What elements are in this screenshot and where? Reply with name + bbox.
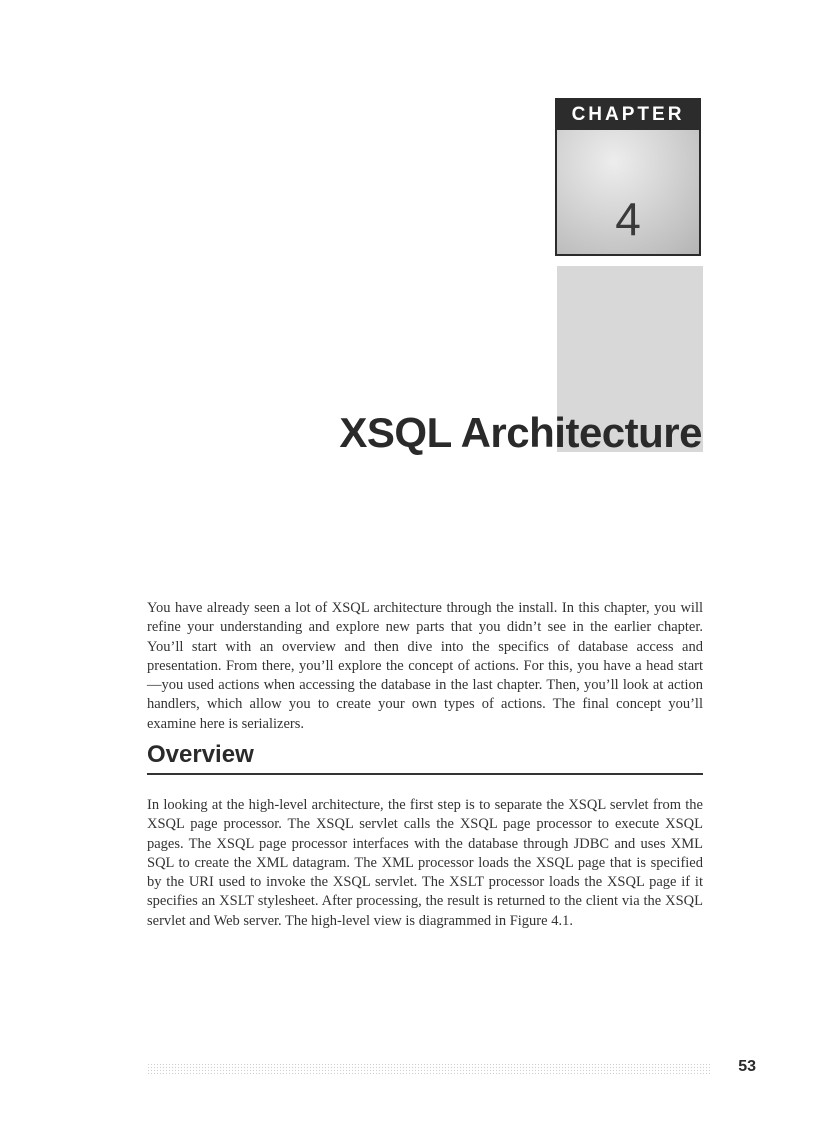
heading-rule [147, 773, 703, 775]
overview-paragraph: In looking at the high-level architecture, the first step is to separate the XSQL servlet from the XSQL page processor. The XSQL servlet calls the XSQL page processor to execute XSQL pages. The XSQL page processor interfaces with the database through JDBC and uses XML SQL to create the XML datagram. The XML processor loads the XSQL page that is specified by the URI used to invoke the XSQL servlet. The XSLT processor loads the XSQL page if it specifies an XSLT stylesheet. After processing, the result is returned to the client via the XSQL servlet and Web server. The high-level view is diagrammed in Figure 4.1. [147, 797, 703, 929]
footer-dotted-band [147, 1063, 711, 1075]
chapter-title: XSQL Architecture [339, 409, 702, 456]
chapter-number: 4 [615, 193, 641, 245]
chapter-label: CHAPTER [557, 100, 699, 130]
chapter-badge [555, 98, 701, 256]
section-heading-overview: Overview [147, 741, 254, 768]
page-number: 53 [738, 1058, 756, 1075]
intro-paragraph: You have already seen a lot of XSQL architecture through the install. In this chapter, you will refine your understanding and explore new parts that you didn’t see in the earlier chapter. You’ll start with an overview and then dive into the specifics of database access and presentation. From there, you’ll explore the concept of actions. For this, you have a head start—you used actions when accessing the database in the last chapter. Then, you’ll look at action handlers, which allow you to create your own types of actions. The final concept you’ll examine here is serializers. [147, 600, 703, 732]
